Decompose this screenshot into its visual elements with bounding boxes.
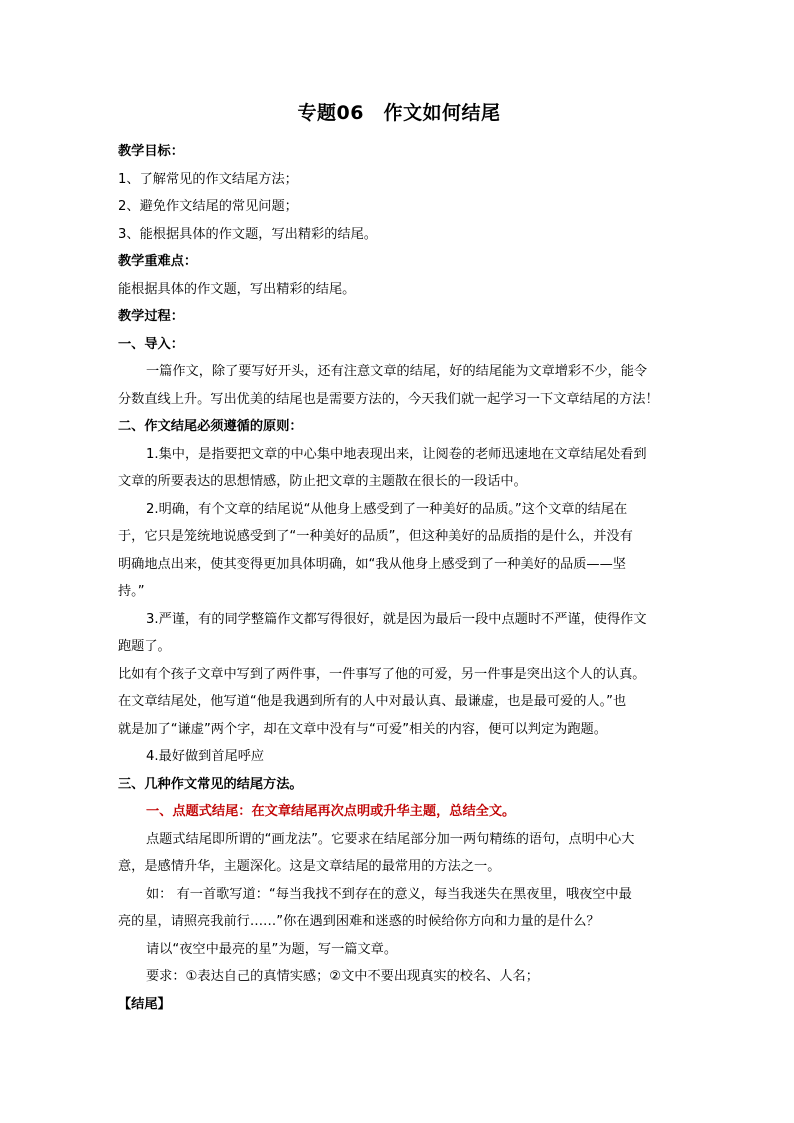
body-text-line: 4.最好做到首尾呼应 (146, 749, 265, 764)
body-text-line: 1、了解常见的作文结尾方法； (118, 171, 298, 187)
section-heading: 三、几种作文常见的结尾方法。 (118, 776, 303, 792)
body-text-line: 如： 有一首歌写道：“每当我找不到存在的意义，每当我迷失在黑夜里，哦夜空中最 (146, 886, 632, 902)
body-text-line: 能根据具体的作文题，写出精彩的结尾。 (118, 281, 356, 297)
body-text-line: 3、能根据具体的作文题，写出精彩的结尾。 (118, 226, 377, 242)
body-text-line: 一篇作文，除了要写好开头，还有注意文章的结尾，好的结尾能为文章增彩不少，能令 (146, 364, 648, 379)
body-text-line: 在文章结尾处，他写道“他是我遇到所有的人中对最认真、最谦虚，也是最可爱的人。”也 (118, 694, 627, 709)
document-body (118, 138, 680, 1018)
body-text-line: 要求：①表达自己的真情实感；②文中不要出现真实的校名、人名； (146, 969, 539, 984)
section-heading: 教学过程： (118, 309, 184, 324)
body-text-line: 意，是感情升华，主题深化。这是文章结尾的最常用的方法之一。 (118, 859, 501, 874)
body-text-line: 分数直线上升。写出优美的结尾也是需要方法的，今天我们就一起学习一下文章结尾的方法！ (118, 391, 659, 407)
body-text-line: 跑题了。 (118, 639, 171, 654)
body-text-line: 明确地点出来，使其变得更加具体明确，如“我从他身上感受到了一种美好的品质——坚 (118, 556, 626, 572)
body-text-line: 就是加了“谦虚”两个字，却在文章中没有与“可爱”相关的内容，便可以判定为跑题。 (118, 721, 607, 737)
document-title: 专题06 作文如何结尾 (297, 102, 501, 124)
body-text-line: 点题式结尾即所谓的“画龙法”。它要求在结尾部分加一两句精练的语句，点明中心大 (146, 831, 635, 847)
body-text-line: 2.明确，有个文章的结尾说“从他身上感受到了一种美好的品质。”这个文章的结尾在 (146, 501, 628, 517)
section-heading: 教学重难点： (118, 254, 198, 269)
body-text-line: 2、避免作文结尾的常见问题； (118, 199, 298, 214)
section-heading: 教学目标： (118, 144, 184, 159)
body-text-line: 1.集中，是指要把文章的中心集中地表现出来，让阅卷的老师迅速地在文章结尾处看到 (146, 446, 647, 462)
section-heading: 一、导入： (118, 336, 184, 352)
body-text-line: 文章的所要表达的思想情感，防止把文章的主题散在很长的一段话中。 (118, 474, 527, 489)
body-text-line: 持。” (118, 584, 145, 599)
body-text-line: 于，它只是笼统地说感受到了“一种美好的品质”，但这种美好的品质指的是什么，并没有 (118, 529, 633, 544)
body-text-line: 3.严谨，有的同学整篇作文都写得很好，就是因为最后一段中点题时不严谨，使得作文 (146, 611, 647, 627)
body-text-line: 请以“夜空中最亮的星”为题，写一篇文章。 (146, 941, 398, 957)
highlighted-heading: 一、点题式结尾：在文章结尾再次点明或升华主题，总结全文。 (146, 804, 516, 819)
section-heading: 【结尾】 (118, 996, 171, 1012)
body-text-line: 亮的星，请照亮我前行……”你在遇到困难和迷惑的时候给你方向和力量的是什么？ (118, 914, 600, 929)
section-heading: 二、作文结尾必须遵循的原则： (118, 419, 303, 434)
body-text-line: 比如有个孩子文章中写到了两件事，一件事写了他的可爱，另一件事是突出这个人的认真。 (118, 666, 646, 682)
